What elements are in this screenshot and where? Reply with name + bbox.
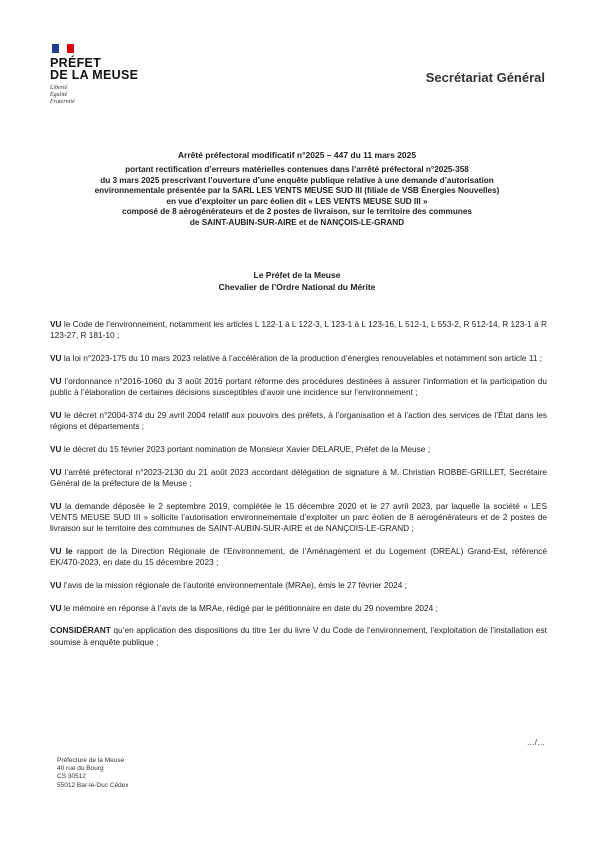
visa-text: le décret n°2004-374 du 29 avril 2004 relatif aux pouvoirs des préfets, à l’organisation et à l’action des services de l’État dans les régions et départements ; (50, 409, 547, 431)
visa-paragraph (50, 319, 547, 341)
visa-keyword: VU (50, 579, 62, 590)
considerant-paragraph (50, 625, 547, 647)
footer-line: 40 rue du Bourg (57, 765, 104, 773)
subtitle-line: du 3 mars 2025 prescrivant l’ouverture d’une enquête publique relative à une demande d’autorisation (100, 175, 494, 185)
marianne-flag-icon (52, 44, 74, 53)
prefet-heading (50, 270, 544, 293)
considerant-text: qu’en application des dispositions du titre 1er du livre V du Code de l’environnement, l’exploitation de l’installation est soumise à enquête publique ; (50, 625, 547, 647)
flag-red (67, 44, 74, 53)
flag-white (59, 44, 66, 53)
visa-text: l’avis de la mission régionale de l’autorité environnementale (MRAe), émis le 27 février 2024 ; (61, 579, 407, 590)
visa-paragraph (50, 603, 547, 614)
visa-paragraph (50, 501, 547, 535)
motto-liberte: Liberté (50, 85, 68, 91)
flag-blue (52, 44, 59, 53)
prefet-distinction: Chevalier de l’Ordre National du Mérite (218, 281, 376, 292)
prefet-title: Le Préfet de la Meuse (253, 270, 341, 280)
visa-keyword: VU (50, 353, 62, 363)
visa-text: la loi n°2023-175 du 10 mars 2023 relative à l’accélération de la production d’énergies renouvelables et notamment son article 11 ; (61, 353, 543, 363)
continuation-mark: …/… (526, 738, 545, 747)
subtitle-line: portant rectification d’erreurs matérielles contenues dans l’arrêté préfectoral n°2025-358 (125, 165, 469, 174)
footer-address (57, 757, 129, 790)
visa-keyword: VU le (50, 545, 73, 556)
considerant-keyword: CONSIDÉRANT (50, 625, 111, 636)
visa-text: l’arrêté préfectoral n°2023-2130 du 21 août 2023 accordant délégation de signature à M. Christian ROBBE-GRILLET, Secrétaire Général de la préfecture de la Meuse ; (50, 466, 547, 488)
decree-body (50, 319, 547, 659)
subtitle-line: en vue d’exploiter un parc éolien dit « LES VENTS MEUSE SUD III » (166, 196, 428, 206)
visa-text: le décret du 15 février 2023 portant nomination de Monsieur Xavier DELARUE, Préfet de la Meuse ; (61, 443, 431, 454)
republic-motto (50, 85, 140, 106)
visa-keyword: VU (50, 375, 62, 386)
visa-keyword: VU (50, 602, 62, 613)
visa-paragraph (50, 376, 547, 398)
visa-paragraph (50, 353, 547, 364)
visa-paragraph (50, 410, 547, 432)
org-name-line1: PRÉFET (50, 56, 102, 70)
visa-paragraph (50, 444, 547, 455)
visa-paragraph (50, 580, 547, 591)
visa-paragraph (50, 546, 547, 568)
section-heading: Secrétariat Général (425, 70, 545, 85)
visa-text: l’ordonnance n°2016-1060 du 3 août 2016 portant réforme des procédures destinées à assurer l’information et la participation du public à l’élaboration de certaines décisions susceptibles d’avoir une incidence sur l’environnement ; (50, 375, 547, 397)
visa-keyword: VU (50, 443, 62, 454)
subtitle-line: de SAINT-AUBIN-SUR-AIRE et de NANÇOIS-LE-GRAND (189, 217, 405, 227)
decree-subtitle (60, 165, 534, 228)
visa-keyword: VU (50, 319, 62, 329)
visa-keyword: VU (50, 409, 62, 420)
footer-line: Préfecture de la Meuse (57, 757, 125, 764)
motto-egalite: Égalité (50, 92, 68, 98)
motto-fraternite: Fraternité (50, 99, 75, 105)
visa-keyword: VU (50, 500, 62, 511)
org-name-line2: DE LA MEUSE (50, 68, 139, 82)
visa-keyword: VU (50, 466, 62, 477)
footer-line: CS 30512 (57, 773, 86, 781)
decree-title: Arrêté préfectoral modificatif n°2025 – 447 du 11 mars 2025 (177, 150, 417, 160)
visa-text: le mémoire en réponse à l’avis de la MRAe, rédigé par le pétitionnaire en date du 29 novembre 2024 ; (61, 602, 438, 613)
visa-text: la demande déposée le 2 septembre 2019, complétée le 15 décembre 2020 et le 27 avril 2023, par laquelle la société « LES VENTS MEUSE SUD III » sollicite l’autorisation environnementale d’exploiter un parc éolien de 8 aérogénérateurs et de 2 postes de livraison sur le territoire des communes de SAINT-AUBIN-SUR-AIRE et de NANÇOIS-LE-GRAND ; (50, 500, 547, 533)
subtitle-line: environnementale présentée par la SARL LES VENTS MEUSE SUD III (filiale de VSB Énergies Nouvelles) (94, 186, 500, 195)
footer-line: 55012 Bar-le-Duc Cédex (57, 781, 129, 789)
subtitle-line: composé de 8 aérogénérateurs et de 2 postes de livraison, sur le territoire des communes (122, 207, 472, 216)
visa-text: le Code de l’environnement, notamment les articles L 122-1 à L 122-3, L 123-1 à L 123-16, L 512-1, L 553-2, R 512-14, R 123-1 à R 123-27, R 181-10 ; (50, 319, 547, 341)
visa-text: rapport de la Direction Régionale de l’Environnement, de l’Aménagement et du Logement (DREAL) Grand-Est, référencé EK/470-2023, en date du 15 décembre 2023 ; (50, 545, 547, 567)
visa-paragraph (50, 467, 547, 489)
prefecture-logo (50, 44, 140, 106)
